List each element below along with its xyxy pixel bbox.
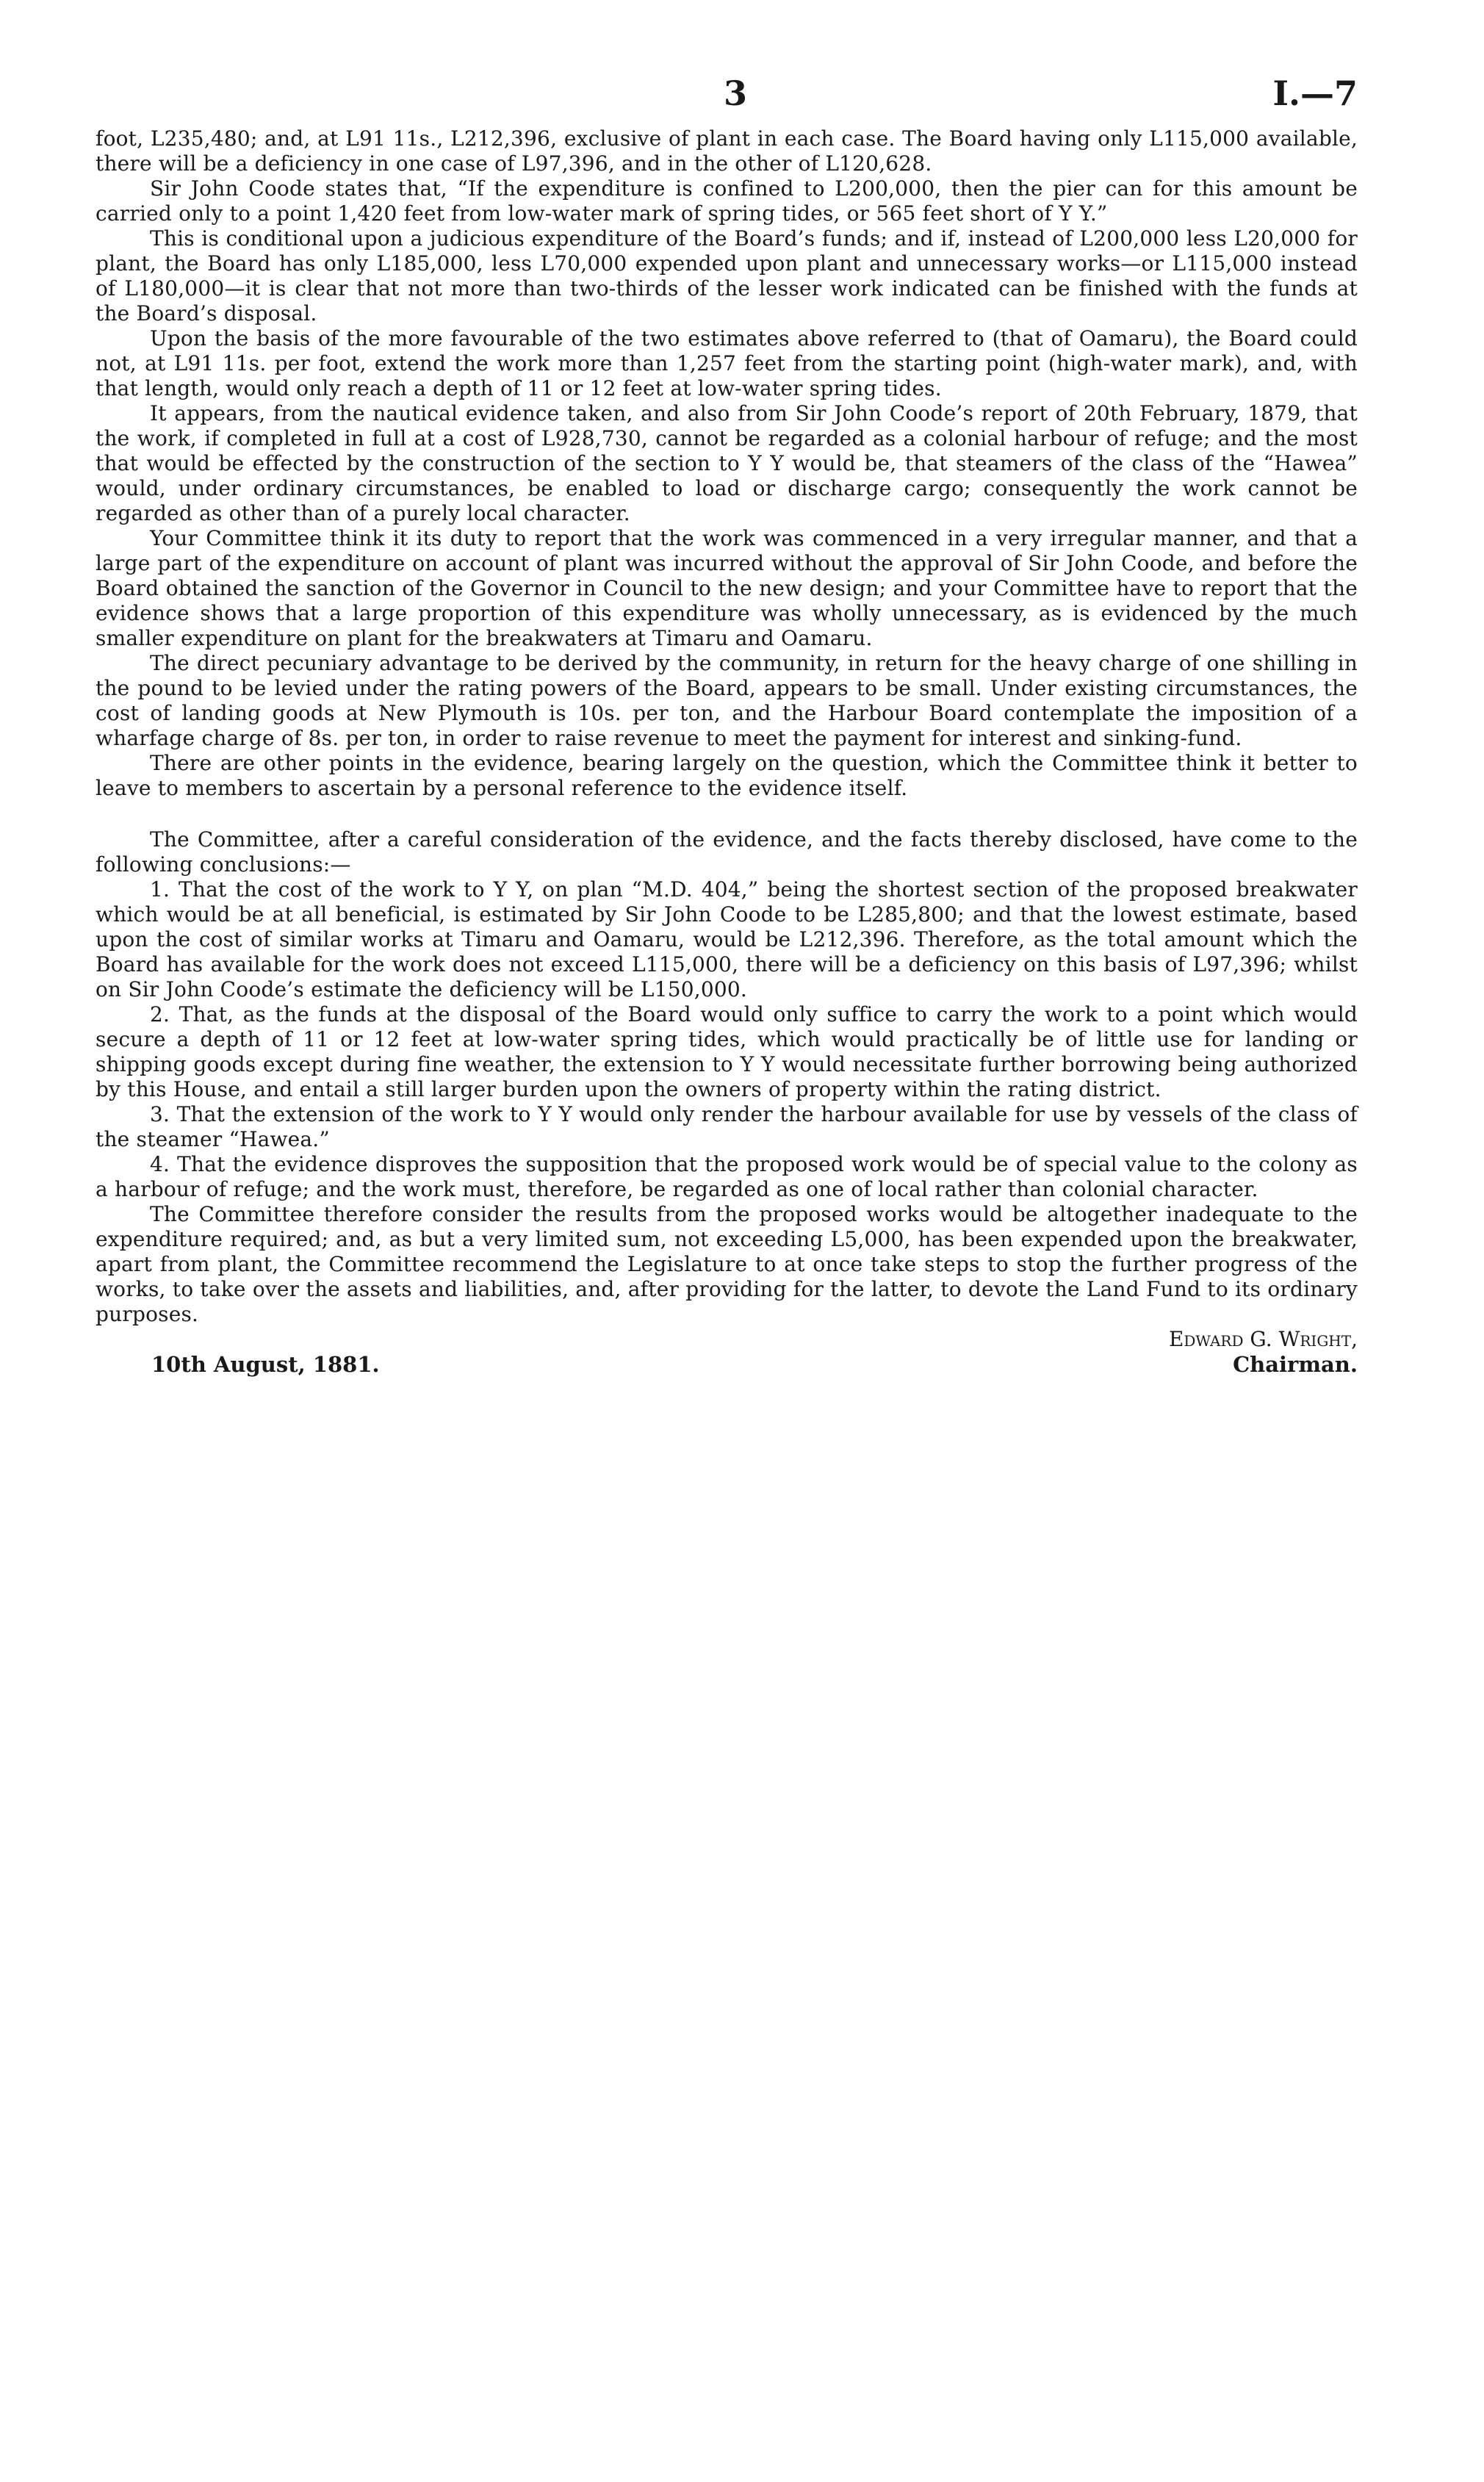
paragraph: The direct pecuniary advantage to be derived by the community, in return for the heavy charge of one shilling in the pound to be levied under the rating powers of the Board, appears to be small. Under existing circumstances, the cost of landing goods at New Plymouth is 10s. per ton, and the Harbour Board contemplate the imposition of a wharfage charge of 8s. per ton, in order to raise revenue to meet the payment for interest and sinking-fund. bbox=[96, 651, 1358, 750]
paragraph: It appears, from the nautical evidence taken, and also from Sir John Coode’s report of 20th February, 1879, that the work, if completed in full at a cost of L928,730, cannot be regarded as a colonial harbour of refuge; and the most that would be effected by the construction of the section to Y Y would be, that steamers of the class of the “Hawea” would, under ordinary circumstances, be enabled to load or discharge cargo; consequently the work cannot be regarded as other than of a purely local character. bbox=[96, 401, 1358, 525]
paragraph: foot, L235,480; and, at L91 11s., L212,396, exclusive of plant in each case. The Board having only L115,000 available, there will be a deficiency in one case of L97,396, and in the other of L120,628. bbox=[96, 126, 1358, 176]
conclusions-intro: The Committee, after a careful consideration of the evidence, and the facts thereby disclosed, have come to the following conclusions:— bbox=[96, 827, 1358, 877]
paragraph: There are other points in the evidence, bearing largely on the question, which the Committee think it better to leave to members to ascertain by a personal reference to the evidence itself. bbox=[96, 751, 1358, 800]
paragraph: This is conditional upon a judicious expenditure of the Board’s funds; and if, instead of L200,000 less L20,000 for plant, the Board has only L185,000, less L70,000 expended upon plant and unnecessary works—or L115,000 instead of L180,000—it is clear that not more than two-thirds of the lesser work indicated can be finished with the funds at the Board’s disposal. bbox=[96, 226, 1358, 325]
signatory-name: Edward G. Wright, bbox=[1168, 1327, 1358, 1351]
conclusion-item: 3. That the extension of the work to Y Y would only render the harbour available for use by vessels of the class of the steamer “Hawea.” bbox=[96, 1102, 1358, 1151]
report-date: 10th August, 1881. bbox=[151, 1352, 380, 1377]
signatory-title: Chairman. bbox=[1233, 1352, 1358, 1377]
conclusion-item: 2. That, as the funds at the disposal of the Board would only suffice to carry the work to a point which would secure a depth of 11 or 12 feet at low-water spring tides, which would practically be of little use for landing or shipping goods except during fine weather, the extension to Y Y would necessitate further borrowing being authorized by this House, and entail a still larger burden upon the owners of property within the rating district. bbox=[96, 1002, 1358, 1101]
document-page bbox=[96, 73, 1358, 1390]
page-number: 3 bbox=[724, 73, 748, 113]
page-header bbox=[96, 73, 1358, 126]
document-reference: I.—7 bbox=[1272, 73, 1358, 113]
signature-block bbox=[96, 1327, 1358, 1390]
recommendation-paragraph: The Committee therefore consider the results from the proposed works would be altogether inadequate to the expenditure required; and, as but a very limited sum, not exceeding L5,000, has been expended upon the breakwater, apart from plant, the Committee recommend the Legislature to at once take steps to stop the further progress of the works, to take over the assets and liabilities, and, after providing for the latter, to devote the Land Fund to its ordinary purposes. bbox=[96, 1202, 1358, 1326]
section-gap bbox=[96, 801, 1358, 827]
paragraph: Sir John Coode states that, “If the expenditure is confined to L200,000, then the pier can for this amount be carried only to a point 1,420 feet from low-water mark of spring tides, or 565 feet short of Y Y.” bbox=[96, 176, 1358, 226]
paragraph: Upon the basis of the more favourable of the two estimates above referred to (that of Oamaru), the Board could not, at L91 11s. per foot, extend the work more than 1,257 feet from the starting point (high-water mark), and, with that length, would only reach a depth of 11 or 12 feet at low-water spring tides. bbox=[96, 326, 1358, 400]
conclusion-item: 1. That the cost of the work to Y Y, on plan “M.D. 404,” being the shortest section of the proposed breakwater which would be at all beneficial, is estimated by Sir John Coode to be L285,800; and that the lowest estimate, based upon the cost of similar works at Timaru and Oamaru, would be L212,396. Therefore, as the total amount which the Board has available for the work does not exceed L115,000, there will be a deficiency on this basis of L97,396; whilst on Sir John Coode’s estimate the deficiency will be L150,000. bbox=[96, 877, 1358, 1001]
document-body bbox=[96, 126, 1358, 1327]
conclusion-item: 4. That the evidence disproves the supposition that the proposed work would be of special value to the colony as a harbour of refuge; and the work must, therefore, be regarded as one of local rather than colonial character. bbox=[96, 1152, 1358, 1201]
paragraph: Your Committee think it its duty to report that the work was commenced in a very irregular manner, and that a large part of the expenditure on account of plant was incurred without the approval of Sir John Coode, and before the Board obtained the sanction of the Governor in Council to the new design; and your Committee have to report that the evidence shows that a large proportion of this expenditure was wholly unnecessary, as is evidenced by the much smaller expenditure on plant for the breakwaters at Timaru and Oamaru. bbox=[96, 526, 1358, 650]
